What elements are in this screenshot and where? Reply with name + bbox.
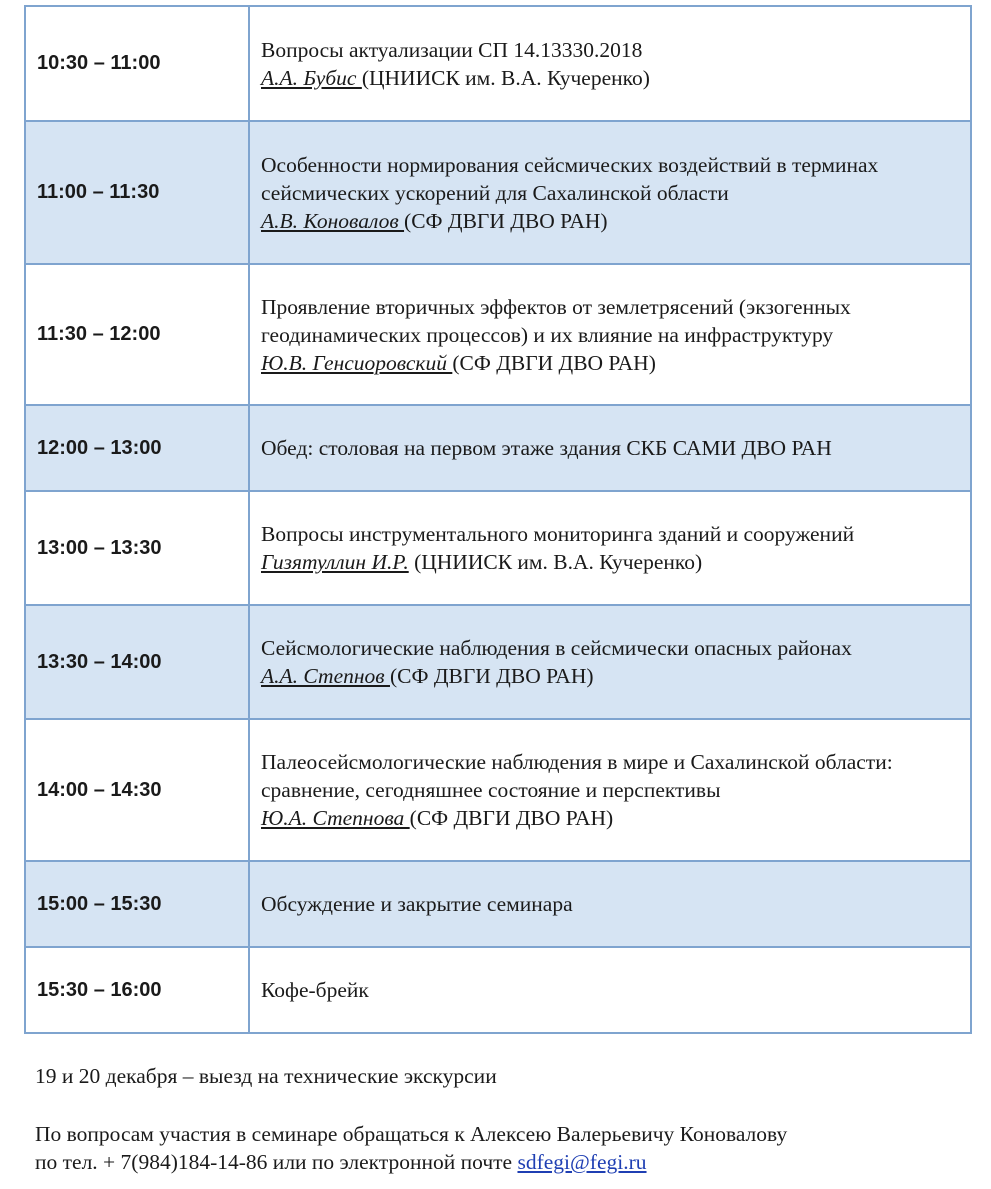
session-cell: [249, 405, 971, 491]
contact-phone-line: [35, 1148, 647, 1177]
speaker-line: [261, 662, 962, 690]
speaker-org: (СФ ДВГИ ДВО РАН): [404, 208, 608, 233]
session-cell: [249, 121, 971, 264]
session-topic: Проявление вторичных эффектов от землетрясений (экзогенных геодинамических процессов) и их влияние на инфраструктуру: [261, 294, 851, 347]
schedule-row: [25, 405, 971, 491]
speaker-name: А.В. Коновалов: [261, 208, 405, 233]
speaker-org: (СФ ДВГИ ДВО РАН): [389, 664, 594, 688]
email-link[interactable]: sdfegi@fegi.ru: [517, 1150, 647, 1174]
time-slot: 12:00 – 13:00: [25, 405, 249, 491]
schedule-table: [24, 5, 972, 1034]
speaker-org: (СФ ДВГИ ДВО РАН): [409, 806, 614, 830]
speaker-name: А.А. Бубис: [261, 65, 362, 90]
excursion-note: 19 и 20 декабря – выезд на технические экскурсии: [35, 1064, 497, 1088]
speaker-line: [261, 207, 962, 235]
speaker-line: [261, 349, 962, 377]
session-topic: Кофе-брейк: [261, 978, 369, 1002]
schedule-row: [25, 6, 971, 121]
speaker-name: Ю.А. Степнова: [261, 806, 410, 830]
time-slot: 13:30 – 14:00: [25, 605, 249, 719]
schedule-row: [25, 121, 971, 264]
time-slot: 11:00 – 11:30: [25, 121, 249, 264]
schedule-row: [25, 264, 971, 405]
session-cell: [249, 6, 971, 121]
time-slot: 10:30 – 11:00: [25, 6, 249, 121]
time-slot: 11:30 – 12:00: [25, 264, 249, 405]
speaker-line: [261, 64, 962, 92]
time-slot: 15:00 – 15:30: [25, 861, 249, 947]
contact-line: По вопросам участия в семинаре обращаться к Алексею Валерьевичу Коновалову: [35, 1122, 788, 1146]
speaker-org: (СФ ДВГИ ДВО РАН): [452, 350, 656, 375]
speaker-line: [261, 804, 962, 832]
speaker-name: Гизятуллин И.Р.: [261, 550, 409, 574]
time-slot: 13:00 – 13:30: [25, 491, 249, 605]
schedule-row: [25, 861, 971, 947]
schedule-row: [25, 719, 971, 861]
time-slot: 15:30 – 16:00: [25, 947, 249, 1033]
speaker-name: А.А. Степнов: [261, 664, 390, 688]
session-topic: Обсуждение и закрытие семинара: [261, 892, 573, 916]
session-cell: [249, 491, 971, 605]
session-cell: [249, 605, 971, 719]
session-topic: Обед: столовая на первом этаже здания СКБ САМИ ДВО РАН: [261, 436, 832, 460]
session-cell: [249, 861, 971, 947]
schedule-row: [25, 491, 971, 605]
session-topic: Вопросы актуализации СП 14.13330.2018: [261, 37, 643, 62]
session-cell: [249, 947, 971, 1033]
speaker-org: (ЦНИИСК им. В.А. Кучеренко): [361, 65, 650, 90]
speaker-org: (ЦНИИСК им. В.А. Кучеренко): [408, 550, 703, 574]
session-cell: [249, 719, 971, 861]
speaker-name: Ю.В. Генсиоровский: [261, 350, 453, 375]
session-topic: Палеосейсмологические наблюдения в мире и Сахалинской области: сравнение, сегодняшнее состояние и перспективы: [261, 750, 893, 802]
session-topic: Вопросы инструментального мониторинга зданий и сооружений: [261, 522, 855, 546]
time-slot: 14:00 – 14:30: [25, 719, 249, 861]
session-cell: [249, 264, 971, 405]
contact-phone-text: по тел. + 7(984)184-14-86 или по электронной почте: [35, 1150, 518, 1174]
schedule-row: [25, 605, 971, 719]
speaker-line: [261, 548, 962, 576]
schedule-row: [25, 947, 971, 1033]
session-topic: Особенности нормирования сейсмических воздействий в терминах сейсмических ускорений для Сахалинской области: [261, 152, 879, 205]
session-topic: Сейсмологические наблюдения в сейсмически опасных районах: [261, 636, 852, 660]
